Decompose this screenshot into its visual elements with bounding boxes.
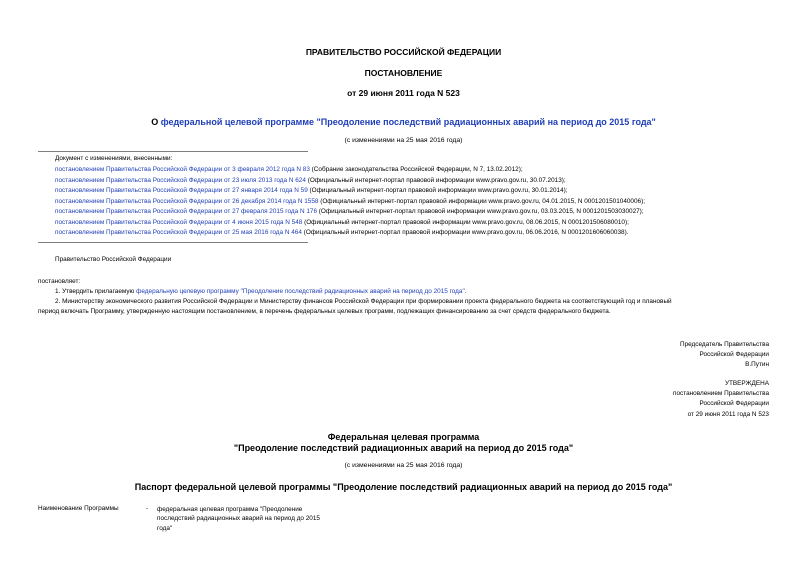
approved-block [673,379,769,420]
paragraph-1-program-link[interactable]: федеральную целевую программу "Преодоление последствий радиационных аварий на период до 2015 года" [136,288,465,295]
approved-date: от 29 июня 2011 года N 523 [687,410,769,418]
amendment-item [55,219,629,226]
amendments-top-divider [38,151,308,152]
amendment-item [55,177,566,184]
amendment-source: (Официальный интернет-портал правовой информации www.pravo.gov.ru, 04.01.2015, N 0001201501040006); [318,197,646,205]
government-title: ПРАВИТЕЛЬСТВО РОССИЙСКОЙ ФЕДЕРАЦИИ [305,47,502,57]
amendments-intro: Документ с изменениями, внесенными: [55,155,173,162]
amendment-link[interactable]: постановлением Правительства Российской Федерации от 27 января 2014 года N 59 [55,187,308,194]
program-title: Федеральная целевая программа [327,432,480,442]
amendment-item [55,198,645,205]
program-amended-note: (с изменениями на 25 мая 2016 года) [344,462,463,469]
paragraph-1-suffix: . [464,288,467,295]
document-title [0,117,807,127]
amendment-item [55,187,568,194]
signature-block [680,340,769,371]
passport-title: Паспорт федеральной целевой программы "Преодоление последствий радиационных аварий на период до 2015 года" [134,482,673,492]
approved-country: Российской Федерации [699,400,769,408]
government-line: Правительство Российской Федерации [55,256,172,263]
document-date-number: от 29 июня 2011 года N 523 [347,88,460,98]
passport-row-value [157,505,320,533]
amendment-source: (Официальный интернет-портал правовой информации www.pravo.gov.ru, 30.01.2014); [307,187,568,194]
paragraph-1-prefix: 1. Утвердить прилагаемую [55,288,137,295]
amendment-item [55,166,523,173]
approved-heading: УТВЕРЖДЕНА [724,380,769,387]
program-subtitle: "Преодоление последствий радиационных аварий на период до 2015 года" [233,443,574,453]
title-prefix: О [151,117,161,127]
amendment-item [55,208,644,215]
amendment-source: (Собрание законодательства Российской Федерации, N 7, 13.02.2012); [309,166,523,173]
signature-title: Председатель Правительства [680,341,769,348]
passport-value-line: федеральная целевая программа "Преодоление [157,506,303,513]
passport-row-dash: - [146,505,149,512]
paragraph-1 [55,288,467,295]
document-type: ПОСТАНОВЛЕНИЕ [364,68,443,78]
title-program-link[interactable]: федеральной целевой программе "Преодоление последствий радиационных аварий на период до 2015 года" [160,117,656,127]
passport-row-label: Наименование Программы [38,505,119,512]
amendment-link[interactable]: постановлением Правительства Российской Федерации от 25 мая 2016 года N 464 [55,229,302,236]
amendment-link[interactable]: постановлением Правительства Российской Федерации от 3 февраля 2012 года N 83 [55,166,310,173]
passport-value-line: года" [157,524,173,532]
passport-value-line: последствий радиационных аварий на период до 2015 [157,515,320,523]
amendment-source: (Официальный интернет-портал правовой информации www.pravo.gov.ru, 06.06.2016, N 0001201606060038). [301,229,629,236]
amendment-link[interactable]: постановлением Правительства Российской Федерации от 26 декабря 2014 года N 1558 [55,197,319,205]
amendment-link[interactable]: постановлением Правительства Российской Федерации от 27 февраля 2015 года N 176 [55,208,318,215]
amendment-source: (Официальный интернет-портал правовой информации www.pravo.gov.ru, 30.07.2013); [305,176,566,184]
paragraph-2-line-2: период включать Программу, утвержденную настоящим постановлением, в перечень федеральных целевых программ, подлежащих финансированию за счет средств федерального бюджета. [38,308,611,315]
amendment-source: (Официальный интернет-портал правовой информации www.pravo.gov.ru, 03.03.2015, N 0001201503030027); [317,208,644,215]
signature-name: В.Путин [745,361,769,369]
amendment-item [55,229,629,236]
paragraph-2-line-1: 2. Министерству экономического развития Российской Федерации и Министерству финансов Российской Федерации при формировании проекта федерального бюджета на соответствующий год и плановый [55,298,672,305]
amendment-link[interactable]: постановлением Правительства Российской Федерации от 4 июня 2015 года N 548 [55,218,303,226]
signature-country: Российской Федерации [699,351,769,359]
resolves-line: постановляет: [38,278,81,285]
amendments-bottom-divider [38,242,308,243]
amendment-link[interactable]: постановлением Правительства Российской Федерации от 23 июля 2013 года N 624 [55,176,306,184]
approved-by: постановлением Правительства [673,390,769,398]
amendment-source: (Официальный интернет-портал правовой информации www.pravo.gov.ru, 08.06.2015, N 0001201506080010); [302,218,629,226]
title-amended-note: (с изменениями на 25 мая 2016 года) [344,137,463,144]
